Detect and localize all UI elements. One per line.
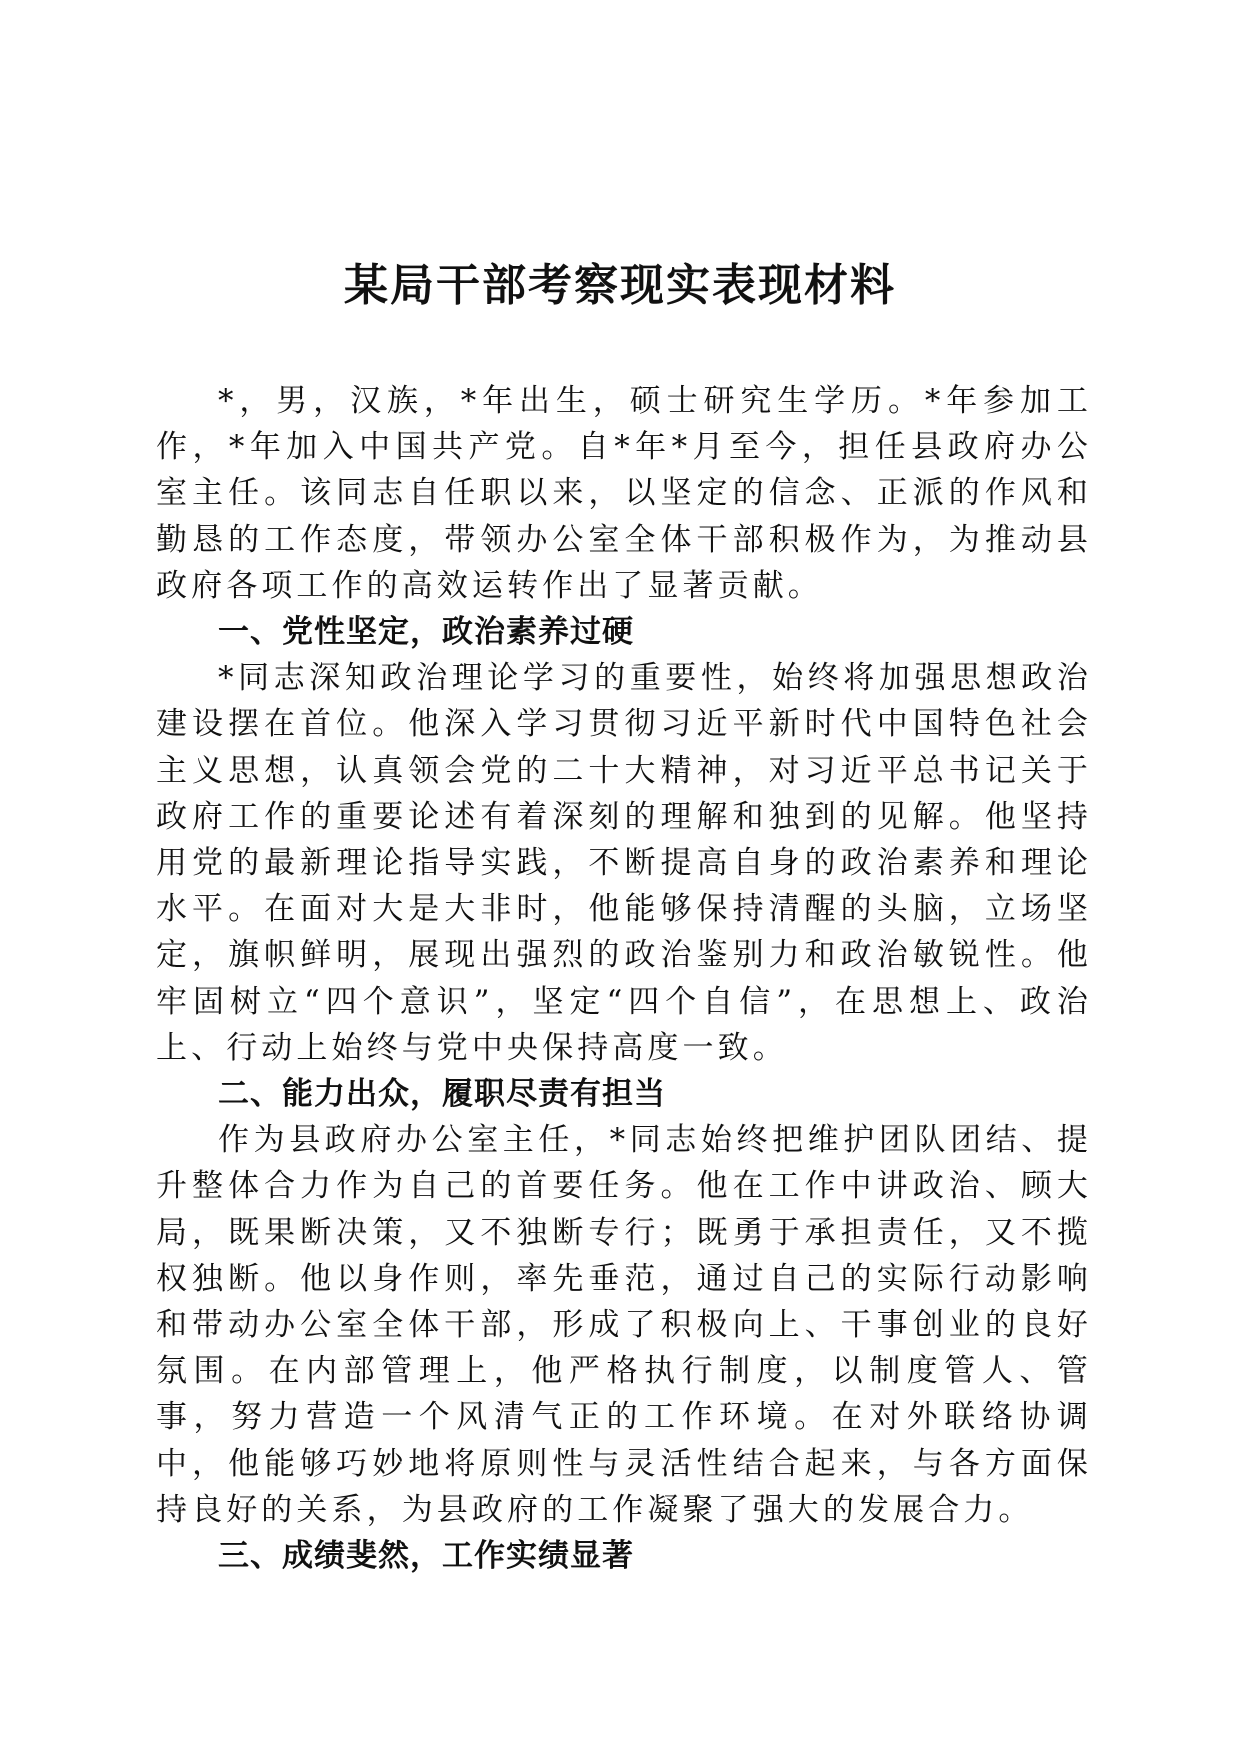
document-title: 某局干部考察现实表现材料 [344,260,896,311]
section-2-heading: 二、能力出众，履职尽责有担当 [218,1076,666,1113]
section-3-heading: 三、成绩斐然，工作实绩显著 [218,1538,634,1575]
section-1-heading: 一、党性坚定，政治素养过硬 [218,614,634,651]
document-body [156,378,1092,1579]
intro-paragraph: *，男，汉族，*年出生，硕士研究生学历。*年参加工作，*年加入中国共产党。自*年*月至今，担任县政府办公室主任。该同志自任职以来，以坚定的信念、正派的作风和勤恳的工作态度，带领办公室全体干部积极作为，为推动县政府各项工作的高效运转作出了显著贡献。 [156,383,1092,604]
section-1-paragraph: *同志深知政治理论学习的重要性，始终将加强思想政治建设摆在首位。他深入学习贯彻习近平新时代中国特色社会主义思想，认真领会党的二十大精神，对习近平总书记关于政府工作的重要论述有着深刻的理解和独到的见解。他坚持用党的最新理论指导实践，不断提高自身的政治素养和理论水平。在面对大是大非时，他能够保持清醒的头脑，立场坚定，旗帜鲜明，展现出强烈的政治鉴别力和政治敏锐性。他牢固树立“四个意识”，坚定“四个自信”，在思想上、政治上、行动上始终与党中央保持高度一致。 [156,660,1092,1066]
section-2-paragraph: 作为县政府办公室主任，*同志始终把维护团队团结、提升整体合力作为自己的首要任务。他在工作中讲政治、顾大局，既果断决策，又不独断专行；既勇于承担责任，又不揽权独断。他以身作则，率先垂范，通过自己的实际行动影响和带动办公室全体干部，形成了积极向上、干事创业的良好氛围。在内部管理上，他严格执行制度，以制度管人、管事，努力营造一个风清气正的工作环境。在对外联络协调中，他能够巧妙地将原则性与灵活性结合起来，与各方面保持良好的关系，为县政府的工作凝聚了强大的发展合力。 [156,1122,1092,1528]
